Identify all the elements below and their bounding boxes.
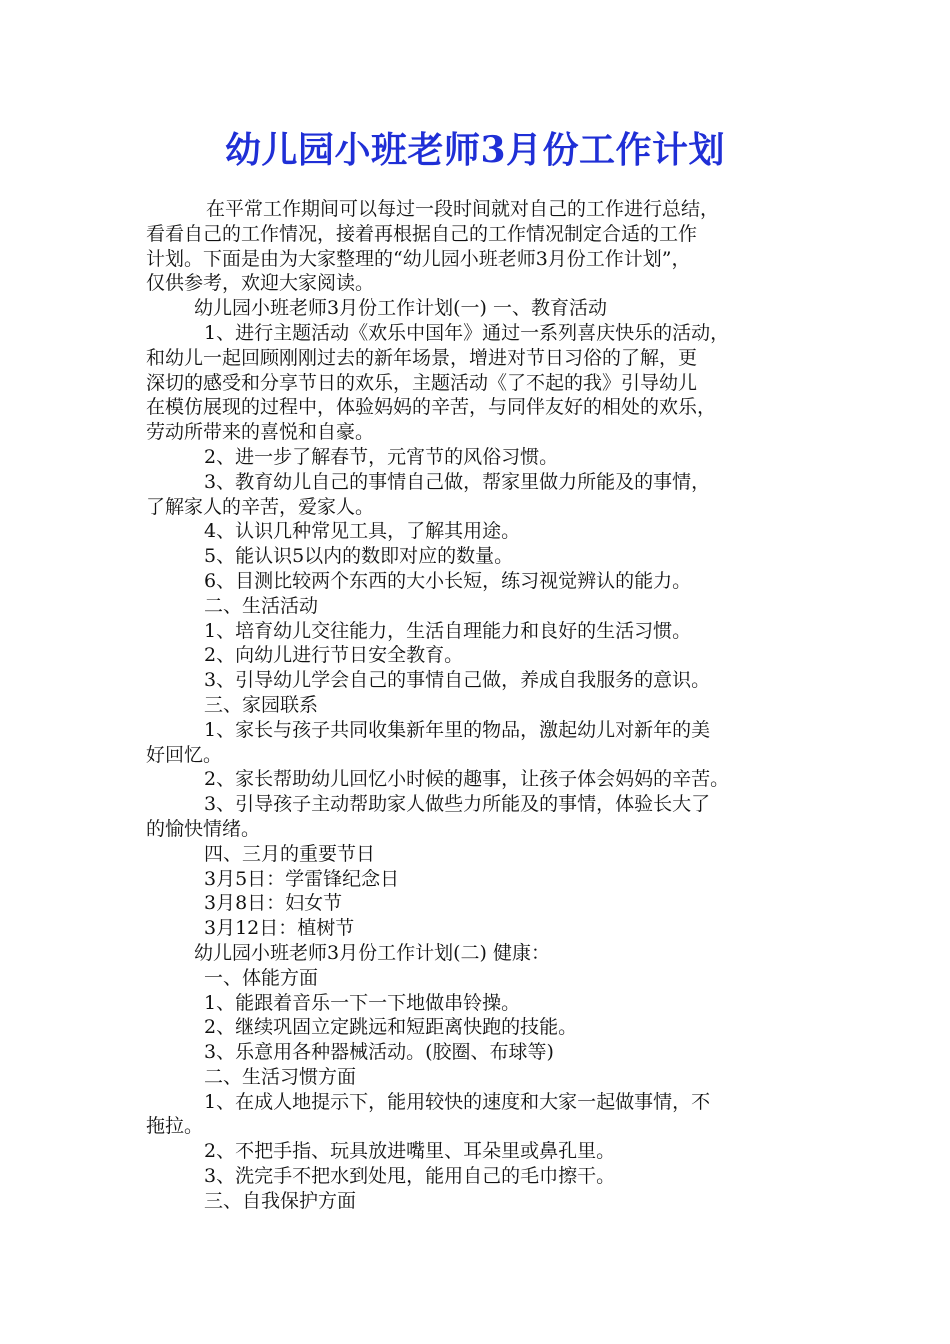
text-line: 3、引导幼儿学会自己的事情自己做，养成自我服务的意识。 <box>204 669 711 692</box>
text-line: 看看自己的工作情况，接着再根据自己的工作情况制定合适的工作 <box>146 222 698 245</box>
text-line: 3、引导孩子主动帮助家人做些力所能及的事情，体验长大了 <box>204 793 711 816</box>
text-line: 和幼儿一起回顾刚刚过去的新年场景，增进对节日习俗的了解，更 <box>146 346 698 369</box>
text-line: 3月8日：妇女节 <box>204 892 343 915</box>
text-line: 5、能认识5以内的数即对应的数量。 <box>204 545 514 568</box>
document-body <box>146 197 810 1214</box>
section-heading: 幼儿园小班老师3月份工作计划(一) 一、教育活动 <box>194 297 607 320</box>
text-line: 3月5日：学雷锋纪念日 <box>204 867 400 890</box>
section-heading: 一、体能方面 <box>204 966 319 989</box>
text-line: 深切的感受和分享节日的欢乐，主题活动《了不起的我》引导幼儿 <box>146 371 698 394</box>
text-line: 1、家长与孩子共同收集新年里的物品，激起幼儿对新年的美 <box>204 718 711 741</box>
section-heading: 幼儿园小班老师3月份工作计划(二) 健康： <box>194 941 550 964</box>
section-heading: 三、自我保护方面 <box>204 1189 357 1212</box>
section-heading: 四、三月的重要节日 <box>204 842 376 865</box>
text-line: 好回忆。 <box>146 743 223 766</box>
text-line: 拖拉。 <box>146 1115 204 1138</box>
document-title: 幼儿园小班老师3月份工作计划 <box>224 129 726 171</box>
text-line: 1、在成人地提示下，能用较快的速度和大家一起做事情，不 <box>204 1090 711 1113</box>
text-line: 2、继续巩固立定跳远和短距离快跑的技能。 <box>204 1016 578 1039</box>
text-line: 2、向幼儿进行节日安全教育。 <box>204 644 464 667</box>
text-line: 劳动所带来的喜悦和自豪。 <box>146 421 375 444</box>
text-line: 1、进行主题活动《欢乐中国年》通过一系列喜庆快乐的活动， <box>204 321 730 344</box>
text-line: 计划。下面是由为大家整理的“幼儿园小班老师3月份工作计划”， <box>146 247 691 270</box>
text-line: 3、洗完手不把水到处甩，能用自己的毛巾擦干。 <box>204 1165 616 1188</box>
text-line: 2、不把手指、玩具放进嘴里、耳朵里或鼻孔里。 <box>204 1140 616 1163</box>
text-line: 4、认识几种常见工具，了解其用途。 <box>204 520 521 543</box>
text-line: 6、目测比较两个东西的大小长短，练习视觉辨认的能力。 <box>204 569 692 592</box>
text-line: 了解家人的辛苦，爱家人。 <box>146 495 375 518</box>
text-line: 在模仿展现的过程中，体验妈妈的辛苦，与同伴友好的相处的欢乐， <box>146 396 717 419</box>
text-line: 2、家长帮助幼儿回忆小时候的趣事，让孩子体会妈妈的辛苦。 <box>204 768 730 791</box>
text-line: 3月12日：植树节 <box>204 917 355 940</box>
text-line: 在平常工作期间可以每过一段时间就对自己的工作进行总结， <box>206 198 720 220</box>
text-line: 1、能跟着音乐一下一下地做串铃操。 <box>204 991 521 1014</box>
text-line: 1、培育幼儿交往能力，生活自理能力和良好的生活习惯。 <box>204 619 692 642</box>
section-heading: 三、家园联系 <box>204 693 319 716</box>
text-line: 3、教育幼儿自己的事情自己做，帮家里做力所能及的事情， <box>204 470 711 493</box>
text-line: 2、进一步了解春节，元宵节的风俗习惯。 <box>204 445 559 468</box>
text-line: 的愉快情绪。 <box>146 817 261 840</box>
text-line: 3、乐意用各种器械活动。(胶圈、布球等) <box>204 1041 554 1064</box>
text-line: 仅供参考，欢迎大家阅读。 <box>146 272 375 295</box>
section-heading: 二、生活习惯方面 <box>204 1065 357 1088</box>
section-heading: 二、生活活动 <box>204 594 319 617</box>
